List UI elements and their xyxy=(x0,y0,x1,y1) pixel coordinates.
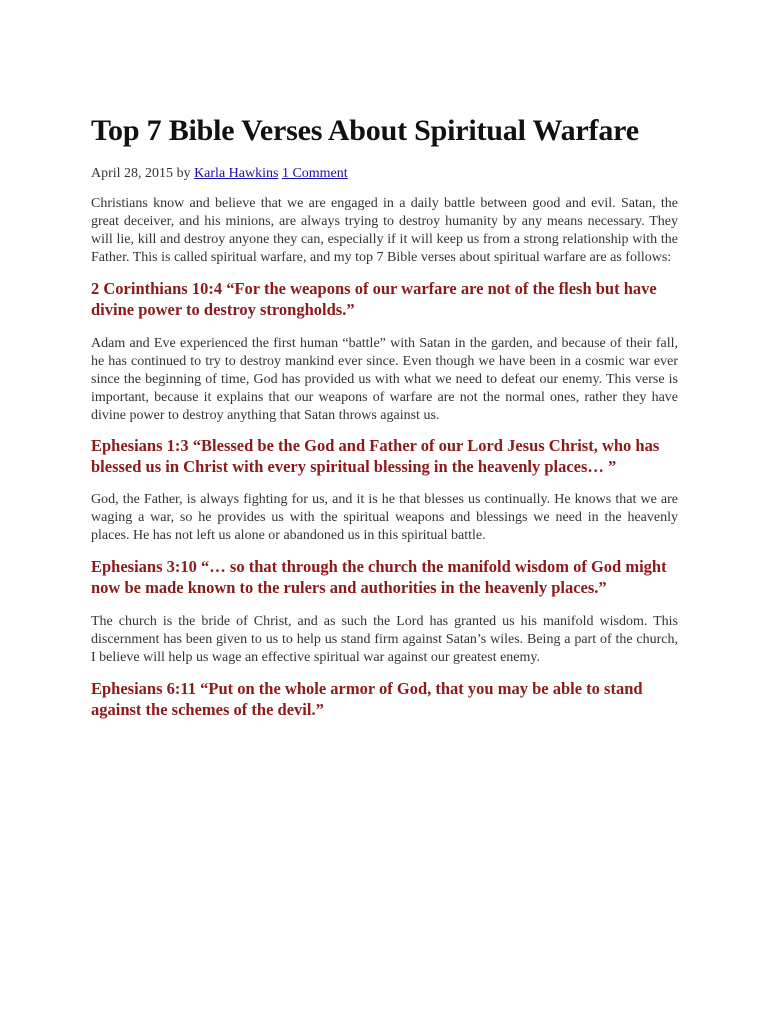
verse-heading-ephesians-6-11: Ephesians 6:11 “Put on the whole armor of God, that you may be able to stand against the schemes of the devil.” xyxy=(91,679,643,719)
verse-heading-ephesians-3-10: Ephesians 3:10 “… so that through the church the manifold wisdom of God might now be made known to the rulers and authorities in the heavenly places.” xyxy=(91,557,667,597)
verse-heading-ephesians-1-3: Ephesians 1:3 “Blessed be the God and Father of our Lord Jesus Christ, who has blessed us in Christ with every spiritual blessing in the heavenly places… ” xyxy=(91,436,660,476)
article-meta xyxy=(91,165,678,183)
section-paragraph-2: God, the Father, is always fighting for us, and it is he that blesses us continually. He knows that we are waging a war, so he provides us with the spiritual weapons and blessings we need in the heavenly places. He has not left us alone or abandoned us in this spiritual battle. xyxy=(91,492,678,543)
post-date: April 28, 2015 xyxy=(91,166,174,181)
section-paragraph-3: The church is the bride of Christ, and as such the Lord has granted us his manifold wisdom. This discernment has been given to us to help us stand firm against Satan’s wiles. Being a part of the church, I believe will help us wage an effective spiritual war against our greatest enemy. xyxy=(91,614,678,665)
verse-heading-2-corinthians-10-4: 2 Corinthians 10:4 “For the weapons of our warfare are not of the flesh but have divine power to destroy strongholds.” xyxy=(91,279,657,319)
author-link[interactable]: Karla Hawkins xyxy=(194,166,279,181)
section-paragraph-1: Adam and Eve experienced the first human “battle” with Satan in the garden, and because of their fall, he has continued to try to destroy mankind ever since. Even though we have been in a cosmic war ever since the beginning of time, God has provided us with what we need to defeat our enemy. This verse is important, because it explains that our weapons of warfare are not the normal ones, rather they have divine power to destroy anything that Satan throws against us. xyxy=(91,336,678,423)
intro-paragraph: Christians know and believe that we are engaged in a daily battle between good and evil. Satan, the great deceiver, and his minions, are always trying to destroy humanity by any means necessary. They will lie, kill and destroy anyone they can, especially if it will keep us from a strong relationship with the Father. This is called spiritual warfare, and my top 7 Bible verses about spiritual warfare are as follows: xyxy=(91,196,678,265)
byline-by: by xyxy=(176,166,191,181)
article-title: Top 7 Bible Verses About Spiritual Warfare xyxy=(91,114,639,147)
comments-link[interactable]: 1 Comment xyxy=(281,166,348,181)
